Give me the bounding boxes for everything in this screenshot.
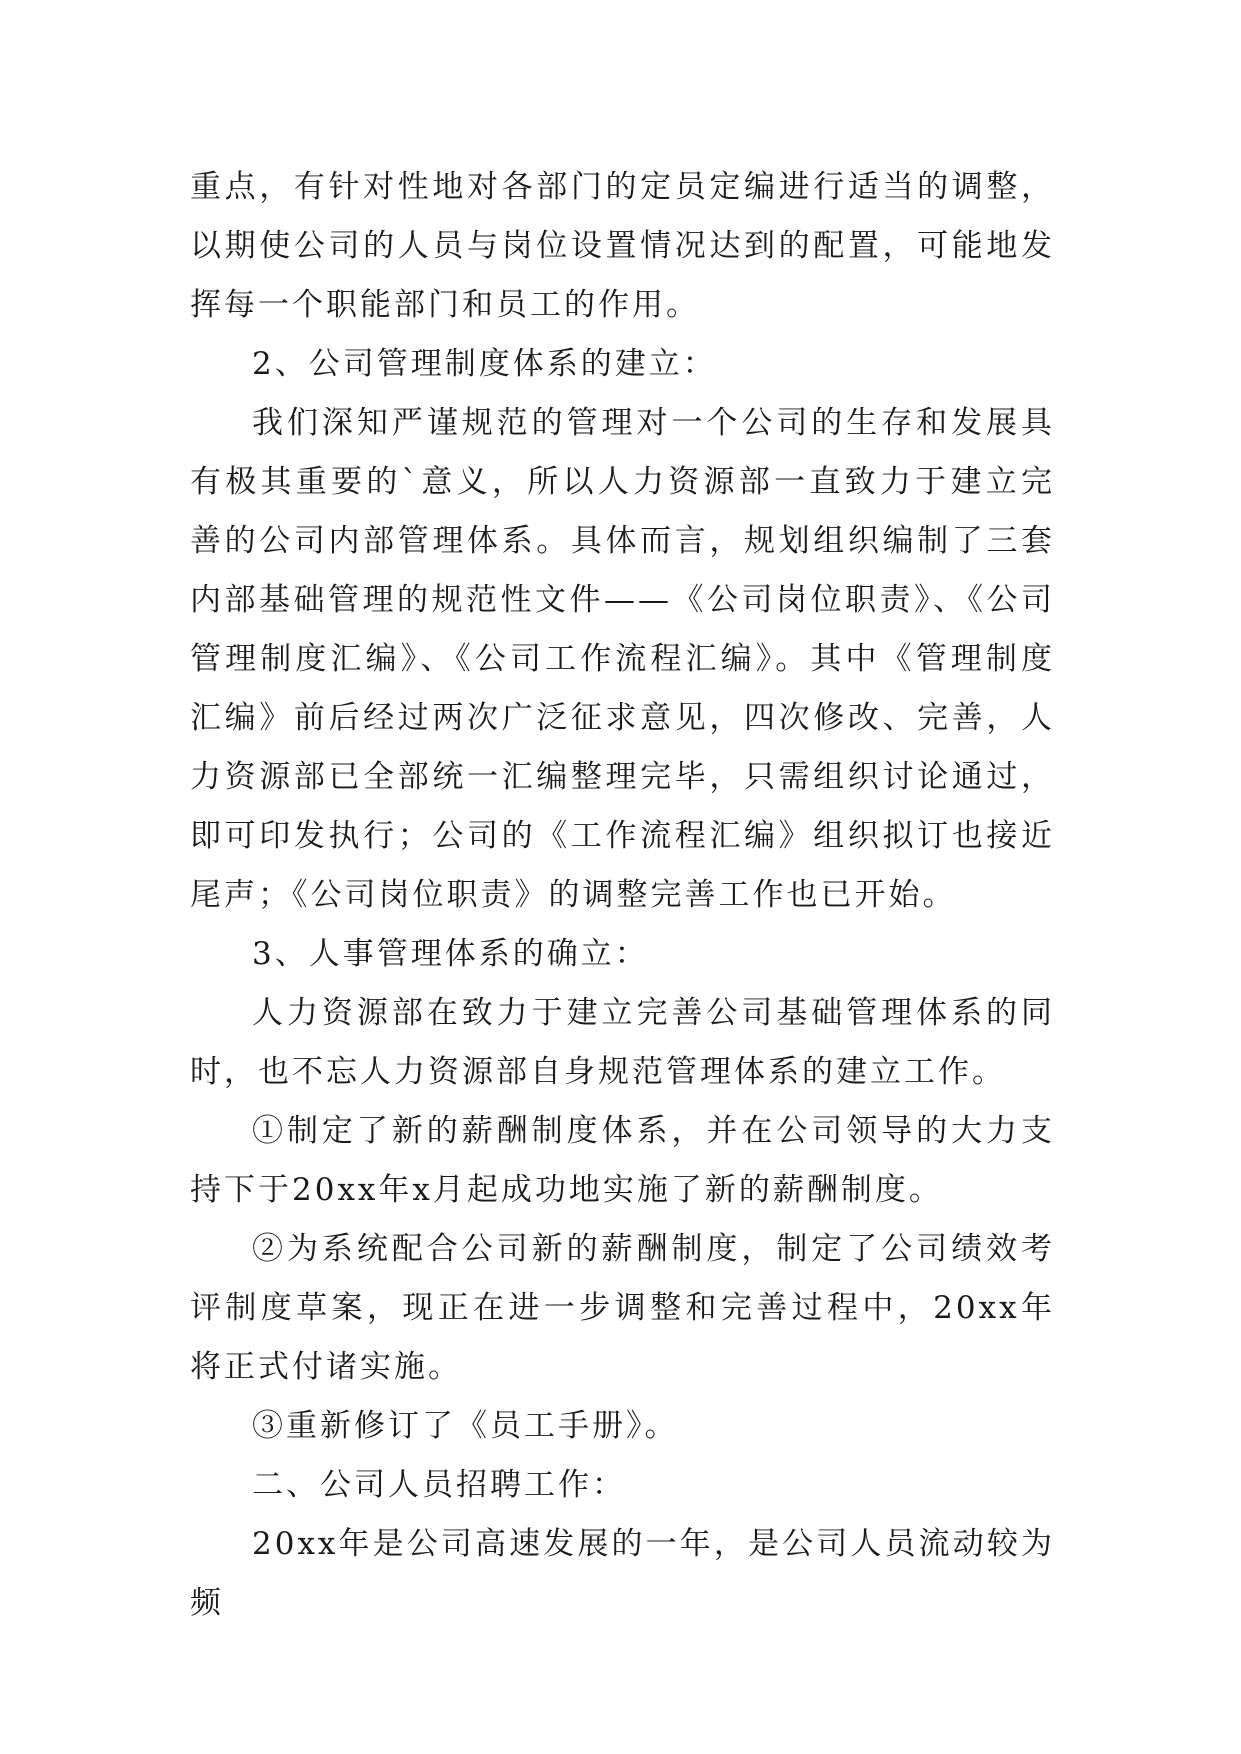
list-item-employee-handbook: ③重新修订了《员工手册》。: [252, 1408, 679, 1444]
list-item-performance-review: ②为系统配合公司新的薪酬制度，制定了公司绩效考评制度草案，现正在进一步调整和完善过程中，20xx年将正式付诸实施。: [190, 1231, 1055, 1385]
section-heading-recruitment: 二、公司人员招聘工作：: [252, 1467, 626, 1503]
list-item-salary-system: ①制定了新的薪酬制度体系，并在公司领导的大力支持下于20xx年x月起成功地实施了新的薪酬制度。: [190, 1113, 1055, 1208]
paragraph-personnel-system: 人力资源部在致力于建立完善公司基础管理体系的同时，也不忘人力资源部自身规范管理体系的建立工作。: [190, 995, 1055, 1090]
section-heading-personnel-system: 3、人事管理体系的确立：: [252, 936, 649, 972]
paragraph-management-system: 我们深知严谨规范的管理对一个公司的生存和发展具有极其重要的`意义，所以人力资源部一直致力于建立完善的公司内部管理体系。具体而言，规划组织编制了三套内部基础管理的规范性文件——《公司岗位职责》、《公司管理制度汇编》、《公司工作流程汇编》。其中《管理制度汇编》前后经过两次广泛征求意见，四次修改、完善，人力资源部已全部统一汇编整理完毕，只需组织讨论通过，即可印发执行；公司的《工作流程汇编》组织拟订也接近尾声；《公司岗位职责》的调整完善工作也已开始。: [190, 405, 1055, 913]
document-body: [190, 158, 1055, 1633]
section-heading-management-system: 2、公司管理制度体系的建立：: [252, 346, 717, 382]
paragraph-recruitment: 20xx年是公司高速发展的一年，是公司人员流动较为频: [190, 1526, 1055, 1621]
paragraph-continuation: 重点，有针对性地对各部门的定员定编进行适当的调整，以期使公司的人员与岗位设置情况达到的配置，可能地发挥每一个职能部门和员工的作用。: [190, 169, 1055, 323]
